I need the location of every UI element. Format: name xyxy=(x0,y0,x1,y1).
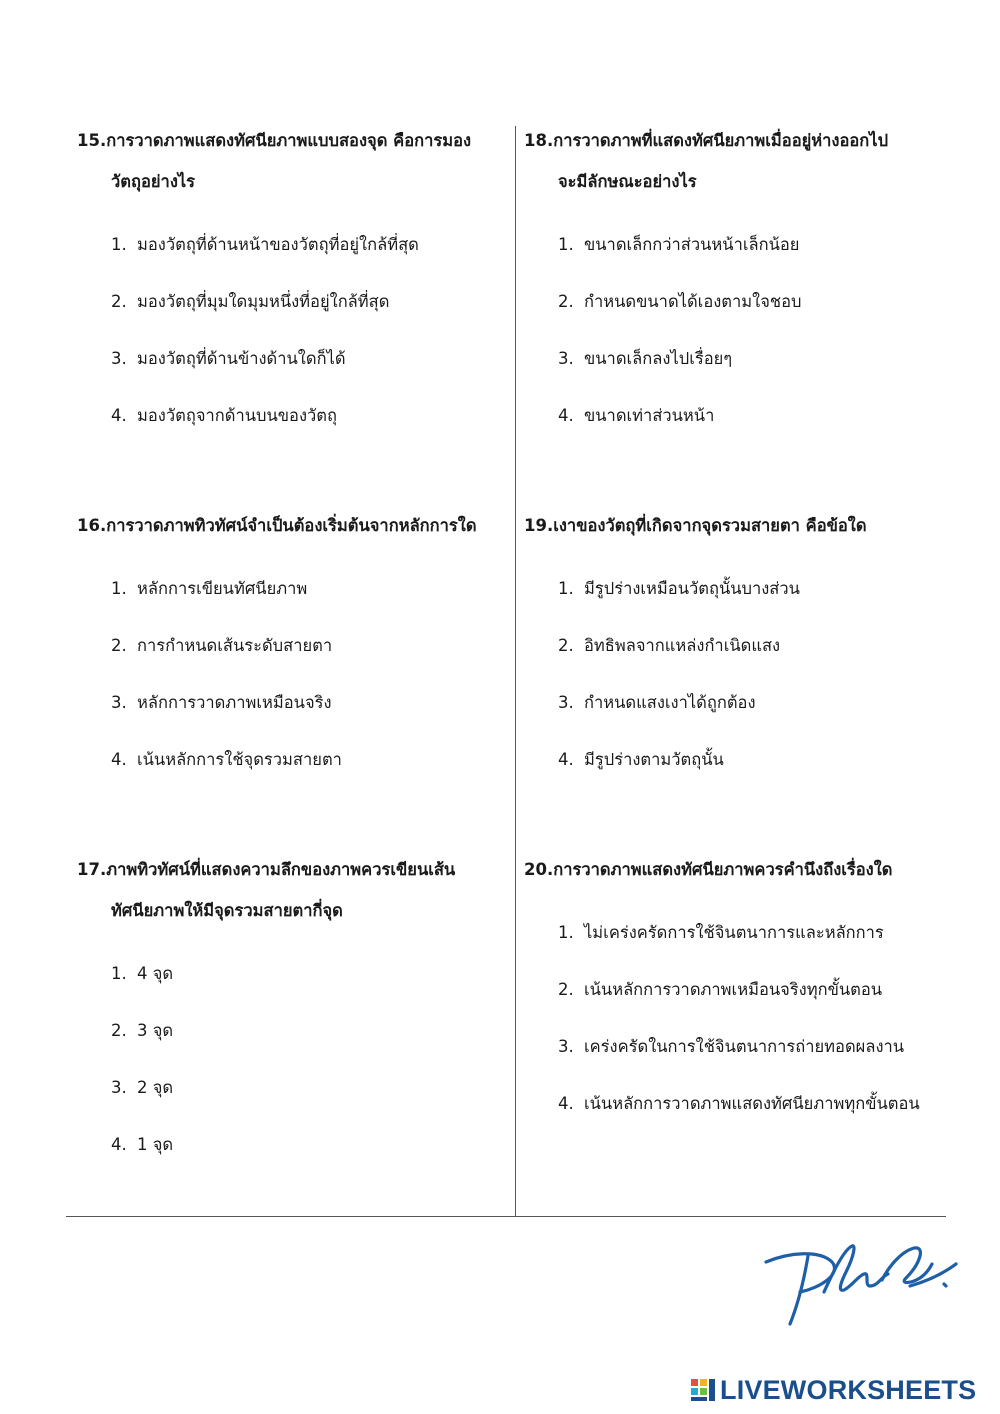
answer-option[interactable]: 3. 2 จุด xyxy=(111,1078,174,1097)
answer-option[interactable]: 2. 3 จุด xyxy=(111,1021,174,1040)
question-title: 16.การวาดภาพทิวทัศน์จำเป็นต้องเริ่มต้นจากหลักการใด xyxy=(77,516,477,535)
answer-options xyxy=(77,560,507,788)
answer-options xyxy=(524,560,954,788)
answer-option[interactable]: 4. มองวัตถุจากด้านบนของวัตถุ xyxy=(111,406,337,425)
question-19 xyxy=(524,505,954,788)
answer-option[interactable]: 1. ไม่เคร่งครัดการใช้จินตนาการและหลักการ xyxy=(558,923,884,942)
answer-option[interactable]: 4. 1 จุด xyxy=(111,1135,174,1154)
answer-option[interactable]: 3. เคร่งครัดในการใช้จินตนาการถ่ายทอดผลงาน xyxy=(558,1037,905,1056)
answer-option[interactable]: 1. มีรูปร่างเหมือนวัตถุนั้นบางส่วน xyxy=(558,579,800,598)
answer-option[interactable]: 4. เน้นหลักการใช้จุดรวมสายตา xyxy=(111,750,342,769)
answer-option[interactable]: 3. หลักการวาดภาพเหมือนจริง xyxy=(111,693,332,712)
liveworksheets-logo xyxy=(690,1374,976,1406)
question-title: 19.เงาของวัตถุที่เกิดจากจุดรวมสายตา คือข้อใด xyxy=(524,516,867,535)
answer-option[interactable]: 2. เน้นหลักการวาดภาพเหมือนจริงทุกขั้นตอน xyxy=(558,980,883,999)
question-17 xyxy=(77,849,507,1173)
answer-options xyxy=(524,216,954,444)
question-title: 17.ภาพทิวทัศน์ที่แสดงความลึกของภาพควรเขียนเส้น ทัศนียภาพให้มีจุดรวมสายตากี่จุด xyxy=(77,860,456,920)
answer-options xyxy=(524,904,954,1132)
answer-option[interactable]: 4. มีรูปร่างตามวัตถุนั้น xyxy=(558,750,724,769)
question-title: 20.การวาดภาพแสดงทัศนียภาพควรคำนึงถึงเรื่องใด xyxy=(524,860,893,879)
answer-option[interactable]: 2. การกำหนดเส้นระดับสายตา xyxy=(111,636,333,655)
question-title: 15.การวาดภาพแสดงทัศนียภาพแบบสองจุด คือการมอง วัตถุอย่างไร xyxy=(77,131,472,191)
answer-option[interactable]: 2. อิทธิพลจากแหล่งกำเนิดแสง xyxy=(558,636,781,655)
answer-option[interactable]: 3. มองวัตถุที่ด้านข้างด้านใดก็ได้ xyxy=(111,349,346,368)
answer-options xyxy=(77,216,507,444)
answer-option[interactable]: 1. หลักการเขียนทัศนียภาพ xyxy=(111,579,308,598)
liveworksheets-logo-icon xyxy=(690,1377,716,1403)
footer-divider xyxy=(66,1216,946,1217)
answer-options xyxy=(77,945,507,1173)
question-title: 18.การวาดภาพที่แสดงทัศนียภาพเมื่ออยู่ห่างออกไป จะมีลักษณะอย่างไร xyxy=(524,131,889,191)
answer-option[interactable]: 2. มองวัตถุที่มุมใดมุมหนึ่งที่อยู่ใกล้ที่สุด xyxy=(111,292,390,311)
question-18 xyxy=(524,120,954,444)
signature-icon xyxy=(760,1240,960,1330)
answer-option[interactable]: 3. กำหนดแสงเงาได้ถูกต้อง xyxy=(558,693,756,712)
column-divider xyxy=(515,126,516,1216)
question-20 xyxy=(524,849,954,1132)
answer-option[interactable]: 1. 4 จุด xyxy=(111,964,174,983)
answer-option[interactable]: 1. มองวัตถุที่ด้านหน้าของวัตถุที่อยู่ใกล้ที่สุด xyxy=(111,235,419,254)
logo-text: LIVEWORKSHEETS xyxy=(720,1374,977,1405)
question-16 xyxy=(77,505,507,788)
answer-option[interactable]: 4. เน้นหลักการวาดภาพแสดงทัศนียภาพทุกขั้นตอน xyxy=(558,1094,920,1113)
answer-option[interactable]: 3. ขนาดเล็กลงไปเรื่อยๆ xyxy=(558,349,733,368)
answer-option[interactable]: 1. ขนาดเล็กกว่าส่วนหน้าเล็กน้อย xyxy=(558,235,800,254)
question-15 xyxy=(77,120,507,444)
answer-option[interactable]: 4. ขนาดเท่าส่วนหน้า xyxy=(558,406,715,425)
answer-option[interactable]: 2. กำหนดขนาดได้เองตามใจชอบ xyxy=(558,292,802,311)
